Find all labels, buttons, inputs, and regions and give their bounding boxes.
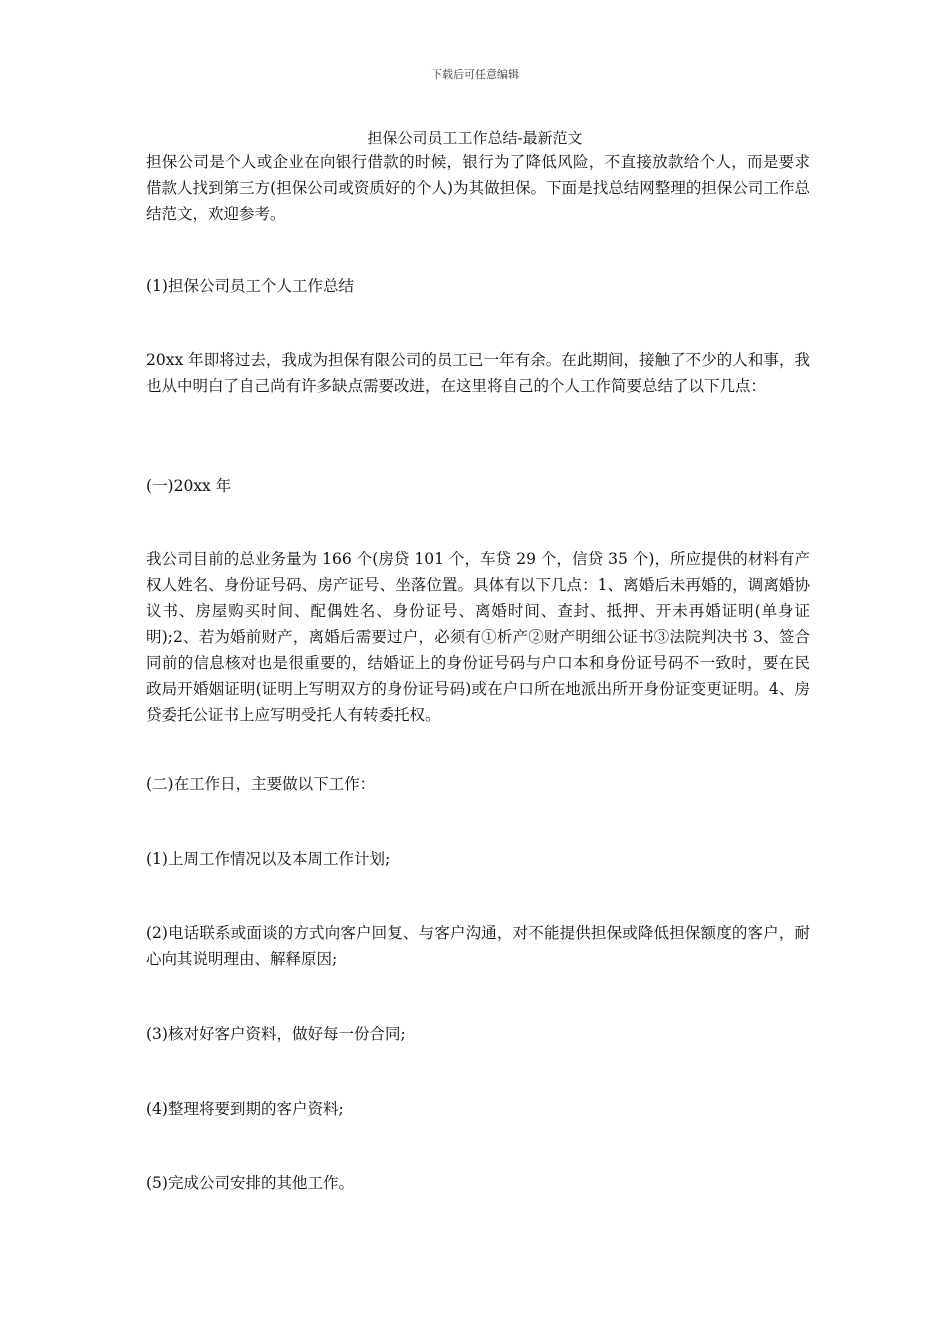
subsection-heading: (二)在工作日，主要做以下工作： (146, 775, 376, 793)
list-item: (1)上周工作情况以及本周工作计划; (146, 850, 391, 868)
subsection-heading: (一)20xx 年 (146, 477, 232, 495)
list-item: (2)电话联系或面谈的方式向客户回复、与客户沟通，对不能提供担保或降低担保额度的客户，耐心向其说明理由、解释原因; (146, 924, 810, 968)
list-item: (3)核对好客户资料，做好每一份合同; (146, 1025, 406, 1043)
body-paragraph: 20xx 年即将过去，我成为担保有限公司的员工已一年有余。在此期间，接触了不少的人和事，我也从中明白了自己尚有许多缺点需要改进，在这里将自己的个人工作简要总结了以下几点： (146, 351, 810, 395)
document-title: 担保公司员工工作总结-最新范文 (367, 129, 583, 147)
section-heading: (1)担保公司员工个人工作总结 (146, 277, 354, 295)
body-paragraph: 我公司目前的总业务量为 166 个(房贷 101 个，车贷 29 个，信贷 35 个)，所应提供的材料有产权人姓名、身份证号码、房产证号、坐落位置。具体有以下几点：1、离婚后未再婚的，调离婚协议书、房屋购买时间、配偶姓名、身份证号、离婚时间、查封、抵押、开未再婚证明(单身证明);2、若为婚前财产，离婚后需要过户，必须有①析产②财产明细公证书③法院判决书 3、签合同前的信息核对也是很重要的，结婚证上的身份证号码与户口本和身份证号码不一致时，要在民政局开婚姻证明(证明上写明双方的身份证号码)或在户口所在地派出所开身份证变更证明。4、房贷委托公证书上应写明受托人有转委托权。 (146, 550, 810, 724)
list-item: (4)整理将要到期的客户资料; (146, 1100, 344, 1118)
list-item: (5)完成公司安排的其他工作。 (146, 1174, 354, 1192)
intro-paragraph: 担保公司是个人或企业在向银行借款的时候，银行为了降低风险，不直接放款给个人，而是要求借款人找到第三方(担保公司或资质好的个人)为其做担保。下面是找总结网整理的担保公司工作总结范文，欢迎参考。 (146, 153, 810, 223)
header-note: 下载后可任意编辑 (431, 68, 519, 81)
